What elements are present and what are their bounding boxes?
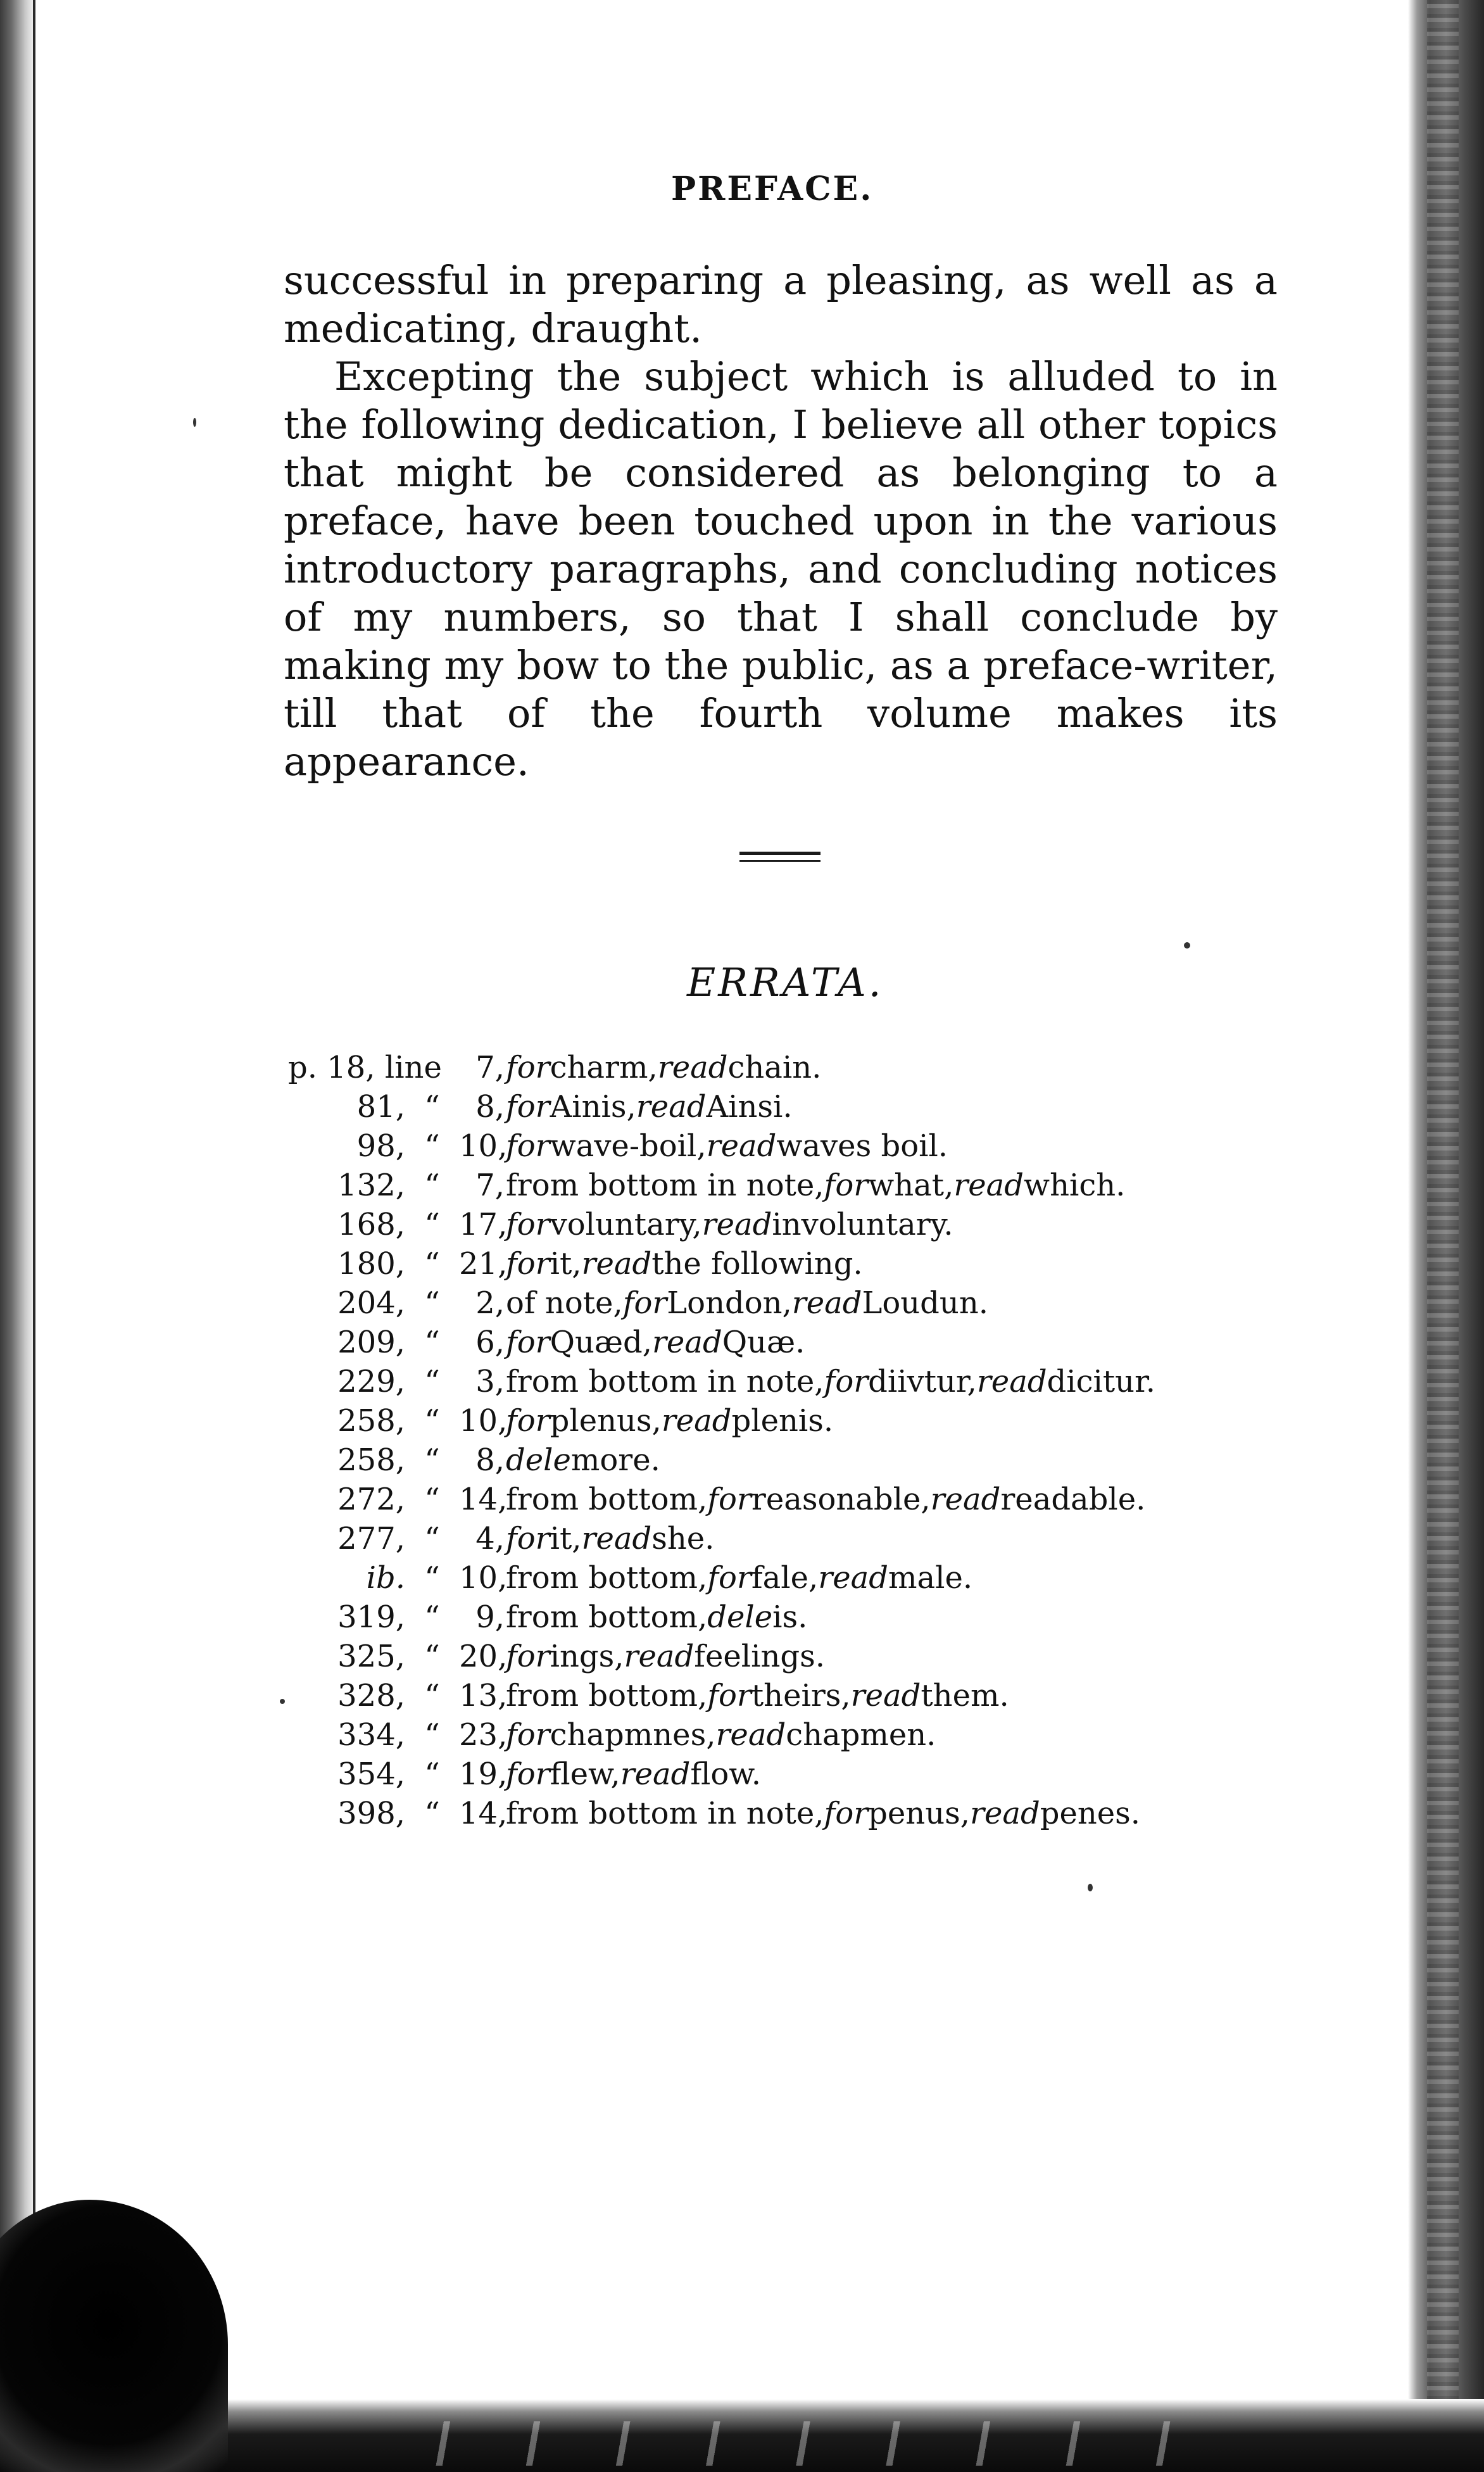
preface-text xyxy=(284,256,1278,786)
errata-correction xyxy=(505,1244,863,1283)
errata-entry xyxy=(288,1401,1155,1441)
errata-for-word: for xyxy=(506,1050,550,1085)
errata-read-word: read xyxy=(636,1089,707,1125)
errata-ditto-mark: “ xyxy=(424,1796,440,1831)
errata-entry xyxy=(288,1598,1155,1637)
errata-wrong: theirs, xyxy=(751,1678,851,1713)
errata-read-word: read xyxy=(624,1639,695,1674)
scan-right-edge-noise xyxy=(1427,0,1459,2472)
errata-read-word: read xyxy=(706,1128,777,1164)
errata-entry xyxy=(288,1676,1155,1715)
errata-wrong: Quæd, xyxy=(550,1325,652,1360)
errata-right: penes. xyxy=(1040,1796,1141,1831)
errata-read-word: read xyxy=(715,1717,786,1753)
errata-right: plenis. xyxy=(731,1403,834,1439)
errata-wrong: wave-boil, xyxy=(550,1128,707,1164)
errata-right: Ainsi. xyxy=(706,1089,793,1125)
errata-ditto-mark: “ xyxy=(424,1442,440,1478)
errata-right: feelings. xyxy=(694,1639,826,1674)
errata-correction xyxy=(505,1637,825,1676)
errata-line: 19, xyxy=(459,1756,508,1792)
scan-speck xyxy=(1184,942,1190,949)
errata-page: 272, xyxy=(337,1482,405,1517)
preface-paragraph: Excepting the subject which is alluded to in the following dedication, I believe all other topics that might be considered as belonging to a preface, have been touched upon in the various introductory paragraphs, and concluding notices of my numbers, so that I shall conclude by making my bow to the public, as a preface-writer, till that of the fourth volume makes its appearance. xyxy=(284,353,1278,785)
errata-page: 277, xyxy=(337,1521,405,1556)
errata-wrong: what, xyxy=(868,1168,954,1203)
errata-entry xyxy=(288,1715,1155,1755)
errata-entry xyxy=(288,1480,1155,1519)
errata-entry xyxy=(288,1087,1155,1126)
errata-right: readable. xyxy=(1000,1482,1146,1517)
errata-right: chain. xyxy=(727,1050,822,1085)
errata-line: 7, xyxy=(475,1168,505,1203)
errata-entry xyxy=(288,1637,1155,1676)
errata-entry xyxy=(288,1755,1155,1794)
errata-ditto-mark: “ xyxy=(424,1364,440,1399)
errata-for-word: for xyxy=(707,1678,751,1713)
errata-line: 3, xyxy=(475,1364,505,1399)
errata-right: them. xyxy=(921,1678,1009,1713)
errata-read-word: read xyxy=(850,1678,921,1713)
errata-wrong: penus, xyxy=(868,1796,971,1831)
errata-correction xyxy=(505,1048,821,1087)
errata-page: 209, xyxy=(337,1325,405,1360)
errata-read-word: read xyxy=(661,1403,732,1439)
errata-read-word: read xyxy=(970,1796,1040,1831)
errata-line: 4, xyxy=(475,1521,505,1556)
running-head: PREFACE. xyxy=(671,170,874,208)
errata-entry xyxy=(288,1441,1155,1480)
errata-wrong: ings, xyxy=(550,1639,624,1674)
errata-line: 14, xyxy=(459,1482,508,1517)
errata-read-word: read xyxy=(791,1285,862,1321)
errata-correction xyxy=(505,1126,948,1166)
errata-line: 23, xyxy=(459,1717,508,1753)
errata-location: from bottom in note, xyxy=(506,1364,824,1399)
errata-for-word: for xyxy=(707,1482,751,1517)
errata-wrong: fale, xyxy=(751,1560,819,1596)
errata-correction xyxy=(505,1166,1125,1205)
errata-read-word: read xyxy=(581,1246,652,1282)
errata-right: Loudun. xyxy=(862,1285,988,1321)
errata-right: waves boil. xyxy=(776,1128,948,1164)
errata-title: ERRATA. xyxy=(687,959,884,1006)
errata-correction xyxy=(505,1087,793,1126)
errata-page: 398, xyxy=(337,1796,405,1831)
errata-for-word: for xyxy=(506,1717,550,1753)
errata-page: 180, xyxy=(337,1246,405,1282)
errata-wrong: charm, xyxy=(550,1050,658,1085)
errata-for-word: for xyxy=(824,1796,869,1831)
errata-right: which. xyxy=(1024,1168,1126,1203)
errata-line: 9, xyxy=(475,1599,505,1635)
errata-for-word: for xyxy=(506,1521,550,1556)
errata-ditto-mark: “ xyxy=(424,1207,440,1242)
errata-page: 258, xyxy=(337,1403,405,1439)
errata-right: flow. xyxy=(690,1756,761,1792)
errata-right: involuntary. xyxy=(772,1207,953,1242)
errata-read-word: read xyxy=(651,1325,722,1360)
errata-read-word: read xyxy=(930,1482,1001,1517)
errata-ditto-mark: “ xyxy=(424,1717,440,1753)
scan-left-edge xyxy=(0,0,37,2472)
errata-entry xyxy=(288,1362,1155,1401)
errata-correction xyxy=(505,1676,1009,1715)
errata-ditto-mark: “ xyxy=(424,1678,440,1713)
errata-read-word: read xyxy=(976,1364,1047,1399)
errata-wrong: chapmnes, xyxy=(550,1717,716,1753)
errata-entry xyxy=(288,1166,1155,1205)
errata-entry xyxy=(288,1558,1155,1598)
errata-ditto-mark: “ xyxy=(424,1246,440,1282)
errata-ditto-mark: “ xyxy=(424,1285,440,1321)
errata-correction xyxy=(505,1205,953,1244)
errata-correction xyxy=(505,1401,833,1441)
errata-location: of note, xyxy=(506,1285,623,1321)
errata-read-word: read xyxy=(701,1207,772,1242)
preface-paragraph: successful in preparing a pleasing, as well as a medicating, draught. xyxy=(284,257,1278,351)
errata-ditto-mark: “ xyxy=(424,1599,440,1635)
errata-correction xyxy=(505,1283,988,1323)
errata-page: 229, xyxy=(337,1364,405,1399)
errata-entry xyxy=(288,1519,1155,1558)
errata-entry xyxy=(288,1244,1155,1283)
errata-line: 6, xyxy=(475,1325,505,1360)
errata-page: 319, xyxy=(337,1599,405,1635)
errata-correction xyxy=(505,1794,1140,1833)
errata-line: 14, xyxy=(459,1796,508,1831)
errata-right: dicitur. xyxy=(1047,1364,1155,1399)
errata-wrong: it, xyxy=(550,1246,582,1282)
errata-wrong: Ainis, xyxy=(550,1089,636,1125)
errata-wrong: is. xyxy=(772,1599,808,1635)
errata-read-word: read xyxy=(620,1756,691,1792)
errata-line: 10, xyxy=(459,1403,508,1439)
errata-for-word: for xyxy=(506,1403,550,1439)
errata-ditto-mark: “ xyxy=(424,1089,440,1125)
errata-correction xyxy=(505,1323,805,1362)
errata-wrong: more. xyxy=(570,1442,660,1478)
thumb-shadow xyxy=(0,2200,228,2472)
errata-wrong: reasonable, xyxy=(751,1482,931,1517)
errata-page: 325, xyxy=(337,1639,405,1674)
errata-wrong: voluntary, xyxy=(550,1207,702,1242)
errata-entry xyxy=(288,1126,1155,1166)
errata-for-word: for xyxy=(506,1325,550,1360)
errata-correction xyxy=(505,1715,936,1755)
errata-right: chapmen. xyxy=(786,1717,936,1753)
errata-right: she. xyxy=(651,1521,715,1556)
errata-for-word: dele xyxy=(707,1599,773,1635)
errata-entry xyxy=(288,1283,1155,1323)
errata-ditto-mark: “ xyxy=(424,1403,440,1439)
errata-for-word: for xyxy=(506,1246,550,1282)
errata-location: from bottom in note, xyxy=(506,1168,824,1203)
errata-page: 354, xyxy=(337,1756,405,1792)
errata-entry xyxy=(288,1048,1155,1087)
errata-for-word: for xyxy=(707,1560,751,1596)
errata-wrong: flew, xyxy=(550,1756,620,1792)
errata-right: male. xyxy=(888,1560,973,1596)
errata-ditto-mark: “ xyxy=(424,1521,440,1556)
errata-page: p. 18, line xyxy=(288,1050,442,1085)
errata-correction xyxy=(505,1598,807,1637)
errata-line: 21, xyxy=(459,1246,508,1282)
errata-ditto-mark: “ xyxy=(424,1128,440,1164)
errata-correction xyxy=(505,1558,972,1598)
errata-read-word: read xyxy=(818,1560,888,1596)
errata-page: 98, xyxy=(356,1128,405,1164)
errata-page: 258, xyxy=(337,1442,405,1478)
errata-right: Quæ. xyxy=(722,1325,805,1360)
errata-for-word: for xyxy=(824,1364,869,1399)
errata-page: ib. xyxy=(366,1560,405,1596)
errata-ditto-mark: “ xyxy=(424,1756,440,1792)
errata-correction xyxy=(505,1441,660,1480)
errata-ditto-mark: “ xyxy=(424,1639,440,1674)
errata-list xyxy=(288,1048,1155,1833)
errata-for-word: for xyxy=(506,1128,550,1164)
errata-page: 81, xyxy=(356,1089,405,1125)
errata-line: 10, xyxy=(459,1128,508,1164)
errata-line: 7, xyxy=(475,1050,505,1085)
section-divider xyxy=(739,852,821,862)
errata-location: from bottom, xyxy=(506,1678,708,1713)
errata-page: 168, xyxy=(337,1207,405,1242)
scan-bottom-streaks xyxy=(405,2421,1228,2466)
errata-line: 8, xyxy=(475,1442,505,1478)
errata-page: 204, xyxy=(337,1285,405,1321)
errata-page: 328, xyxy=(337,1678,405,1713)
errata-page: 132, xyxy=(337,1168,405,1203)
errata-for-word: for xyxy=(506,1089,550,1125)
errata-correction xyxy=(505,1519,714,1558)
errata-correction xyxy=(505,1755,761,1794)
errata-ditto-mark: “ xyxy=(424,1325,440,1360)
errata-for-word: for xyxy=(506,1756,550,1792)
errata-wrong: plenus, xyxy=(550,1403,662,1439)
scan-speck xyxy=(280,1699,285,1704)
errata-right: the following. xyxy=(651,1246,863,1282)
errata-wrong: London, xyxy=(667,1285,792,1321)
errata-page: 334, xyxy=(337,1717,405,1753)
errata-read-word: read xyxy=(953,1168,1024,1203)
errata-location: from bottom, xyxy=(506,1560,708,1596)
errata-wrong: diivtur, xyxy=(868,1364,977,1399)
errata-ditto-mark: “ xyxy=(424,1482,440,1517)
errata-line: 2, xyxy=(475,1285,505,1321)
errata-for-word: for xyxy=(824,1168,869,1203)
errata-ditto-mark: “ xyxy=(424,1560,440,1596)
errata-correction xyxy=(505,1480,1145,1519)
errata-entry xyxy=(288,1323,1155,1362)
errata-line: 8, xyxy=(475,1089,505,1125)
errata-ditto-mark: “ xyxy=(424,1168,440,1203)
scan-left-binding-line xyxy=(33,0,35,2419)
errata-for-word: dele xyxy=(506,1442,571,1478)
errata-wrong: it, xyxy=(550,1521,582,1556)
errata-correction xyxy=(505,1362,1155,1401)
errata-entry xyxy=(288,1205,1155,1244)
scan-speck xyxy=(1088,1884,1093,1891)
errata-line: 17, xyxy=(459,1207,508,1242)
errata-line: 13, xyxy=(459,1678,508,1713)
errata-location: from bottom, xyxy=(506,1599,708,1635)
errata-line: 10, xyxy=(459,1560,508,1596)
errata-location: from bottom, xyxy=(506,1482,708,1517)
errata-entry xyxy=(288,1794,1155,1833)
errata-for-word: for xyxy=(622,1285,667,1321)
errata-read-word: read xyxy=(581,1521,652,1556)
errata-line: 20, xyxy=(459,1639,508,1674)
errata-for-word: for xyxy=(506,1207,550,1242)
errata-location: from bottom in note, xyxy=(506,1796,824,1831)
scan-speck xyxy=(193,418,196,427)
errata-read-word: read xyxy=(657,1050,728,1085)
errata-for-word: for xyxy=(506,1639,550,1674)
